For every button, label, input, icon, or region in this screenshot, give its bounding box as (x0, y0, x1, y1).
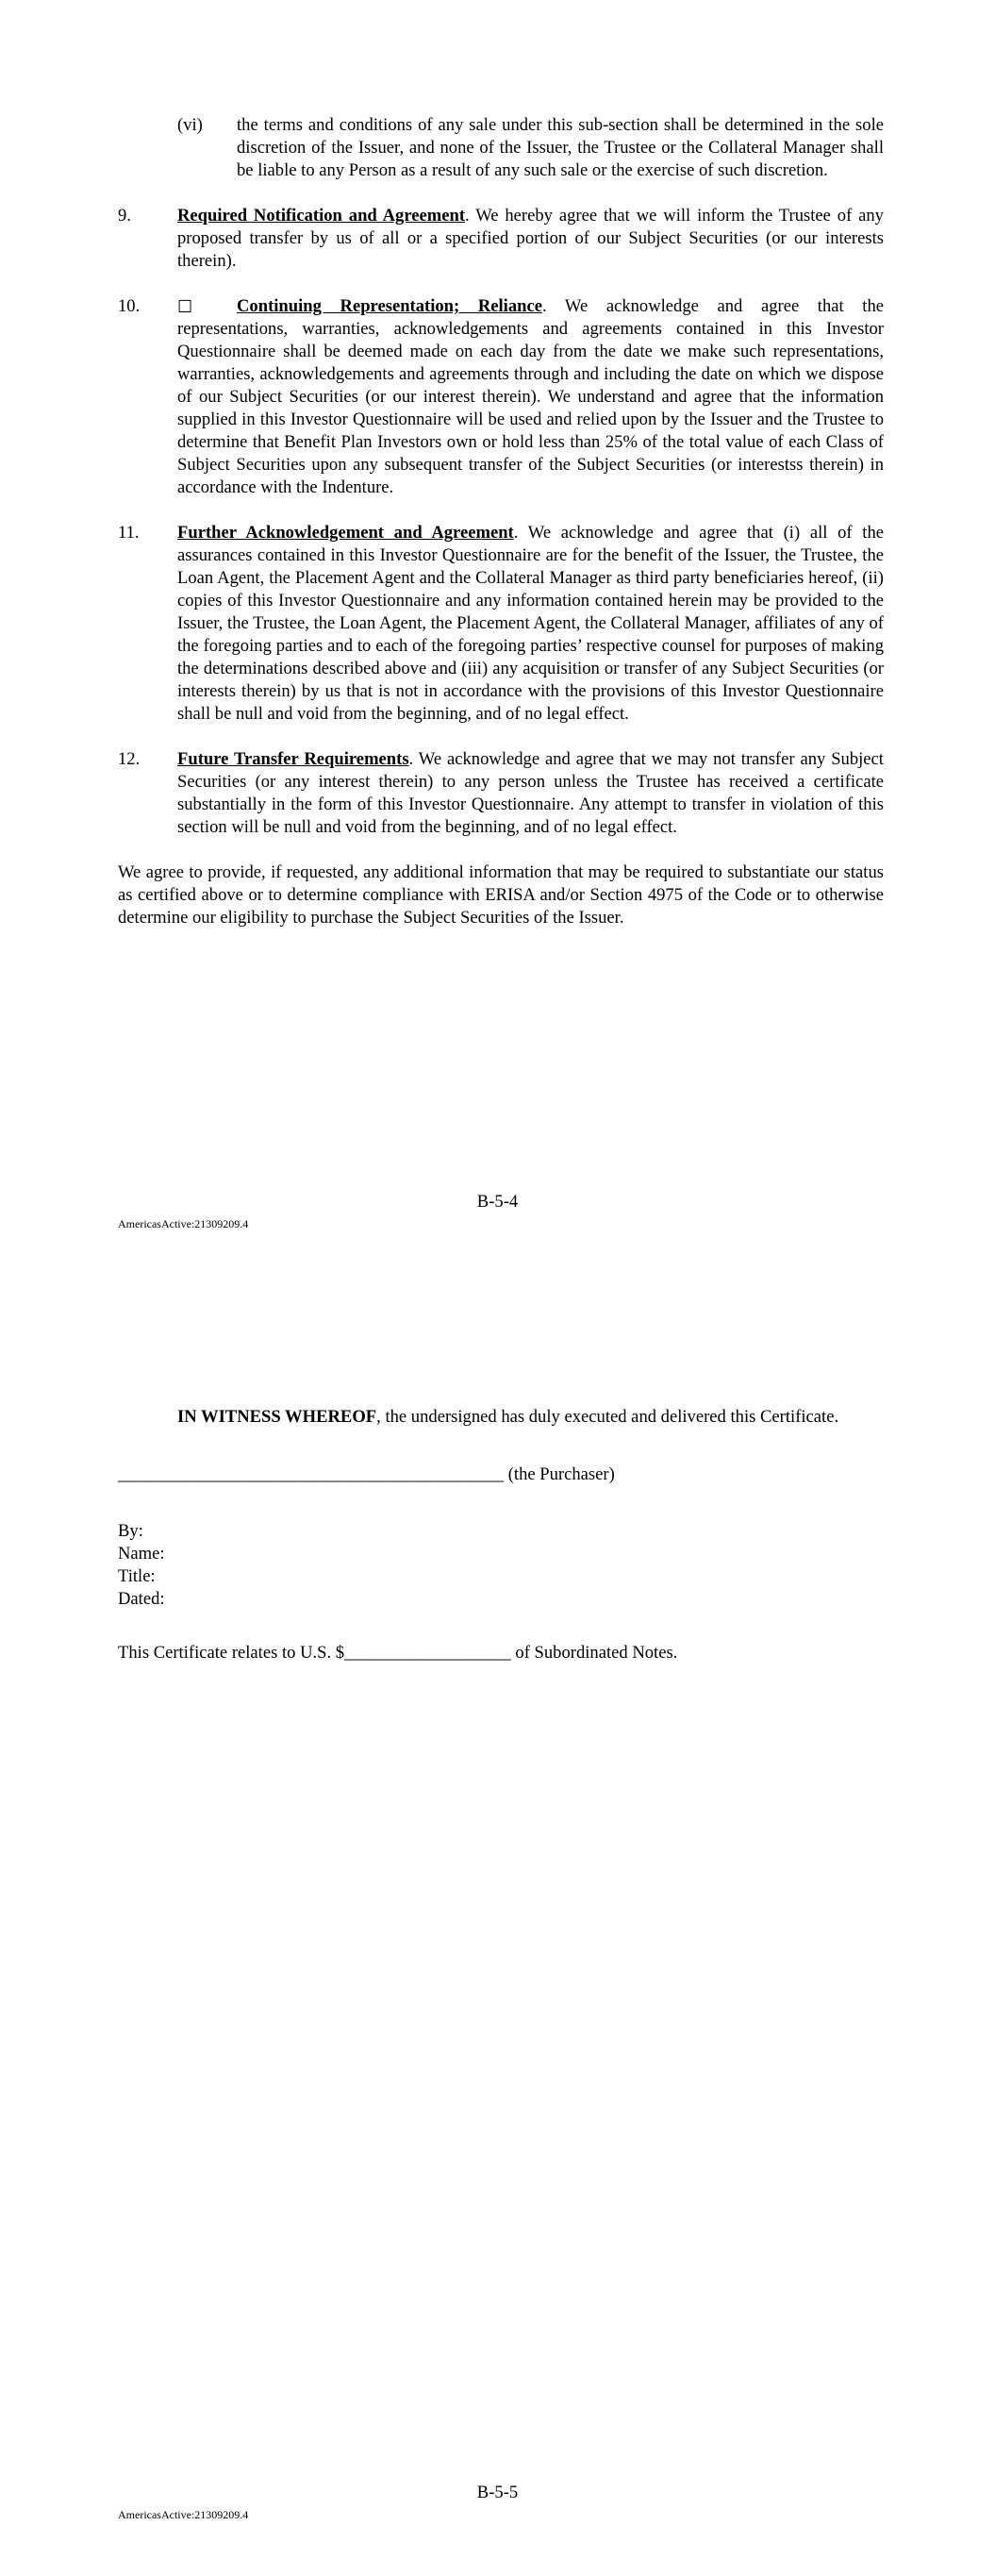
section-10-body (118, 295, 884, 499)
page2-content (118, 1406, 884, 1664)
name-label: Name: (118, 1544, 165, 1564)
subsection-vi-number: (vi) (177, 115, 203, 135)
section-9 (118, 205, 884, 273)
section-12-heading: Future Transfer Requirements (177, 749, 409, 769)
subsection-vi-text: the terms and conditions of any sale under this sub-section shall be determined in the sole discretion of the Issuer, and none of the Issuer, the Trustee or the Collateral Manager shall be liable to any Person as a result of any such sale or the exercise of such discretion. (237, 115, 884, 180)
witness-paragraph (118, 1406, 884, 1429)
section-12-number: 12. (118, 749, 141, 769)
section-12-text: . We acknowledge and agree that we may not transfer any Subject Securities (or any interest therein) to any person unless the Trustee has received a certificate substantially in the form of this Investor Questionnaire. Any attempt to transfer in violation of this section will be null and void from the beginning, and of no legal effect. (177, 749, 884, 837)
document-id: AmericasActive:21309209.4 (118, 1217, 249, 1230)
page1-content (118, 114, 884, 929)
section-10-heading: Continuing Representation; Reliance (237, 296, 542, 316)
page-number: B-5-4 (476, 1192, 519, 1212)
document-id: AmericasActive:21309209.4 (118, 2508, 249, 2521)
section-10-checkbox[interactable]: ☐ (177, 297, 193, 316)
subsection-vi (118, 114, 884, 182)
section-9-number: 9. (118, 206, 131, 226)
section-10-text: . We acknowledge and agree that the representations, warranties, acknowledgements and agreements contained in this Investor Questionnaire shall be deemed made on each day from the date we make such representations, warranties, acknowledgements and agreements through and including the date on which we dispose of our Subject Securities (or our interest therein). We understand and agree that the information supplied in this Investor Questionnaire will be used and relied upon by the Issuer and the Trustee to determine that Benefit Plan Investors own or hold less than 25% of the total value of each Class of Subject Securities upon any subsequent transfer of the Subject Securities (or interestss therein) in accordance with the Indenture. (177, 296, 885, 497)
section-9-body (118, 205, 884, 273)
section-11-body (118, 522, 884, 726)
section-9-text: . We hereby agree that we will inform the Trustee of any proposed transfer by us of all or a specified portion of our Subject Securities (or our interests therein). (177, 206, 884, 271)
section-10 (118, 295, 884, 499)
certificate-amount-line: This Certificate relates to U.S. $___________________ of Subordinated Notes. (118, 1643, 678, 1663)
section-9-heading: Required Notification and Agreement (177, 206, 466, 226)
page-b-5-5 (0, 1288, 995, 2576)
purchaser-signature-line: ____________________________________________ (the Purchaser) (118, 1464, 615, 1484)
section-10-number: 10. (118, 296, 141, 316)
closing-paragraph: We agree to provide, if requested, any additional information that may be required to substantiate our status as certified above or to determine compliance with ERISA and/or Section 4975 of the Code or to otherwise determine our eligibility to purchase the Subject Securities of the Issuer. (118, 862, 884, 928)
dated-label: Dated: (118, 1589, 165, 1609)
page-number: B-5-5 (476, 2483, 519, 2502)
section-11-number: 11. (118, 523, 140, 543)
section-11 (118, 522, 884, 726)
by-label: By: (118, 1521, 143, 1541)
section-11-heading: Further Acknowledgement and Agreement (177, 523, 514, 543)
witness-text: , the undersigned has duly executed and delivered this Certificate. (376, 1407, 839, 1427)
section-11-text: . We acknowledge and agree that (i) all of the assurances contained in this Investor Questionnaire are for the benefit of the Issuer, the Trustee, the Loan Agent, the Placement Agent and the Collateral Manager as third party beneficiaries hereof, (ii) copies of this Investor Questionnaire and any information contained herein may be provided to the Issuer, the Trustee, the Loan Agent, the Placement Agent, the Collateral Manager, affiliates of any of the foregoing parties and to each of the foregoing parties’ respective counsel for purposes of making the determinations described above and (iii) any acquisition or transfer of any Subject Securities (or interests therein) by us that is not in accordance with the provisions of this Investor Questionnaire shall be null and void from the beginning, and of no legal effect. (177, 523, 884, 724)
section-12-body (118, 748, 884, 839)
witness-heading: IN WITNESS WHEREOF (177, 1407, 377, 1427)
section-12 (118, 748, 884, 839)
title-label: Title: (118, 1566, 156, 1586)
